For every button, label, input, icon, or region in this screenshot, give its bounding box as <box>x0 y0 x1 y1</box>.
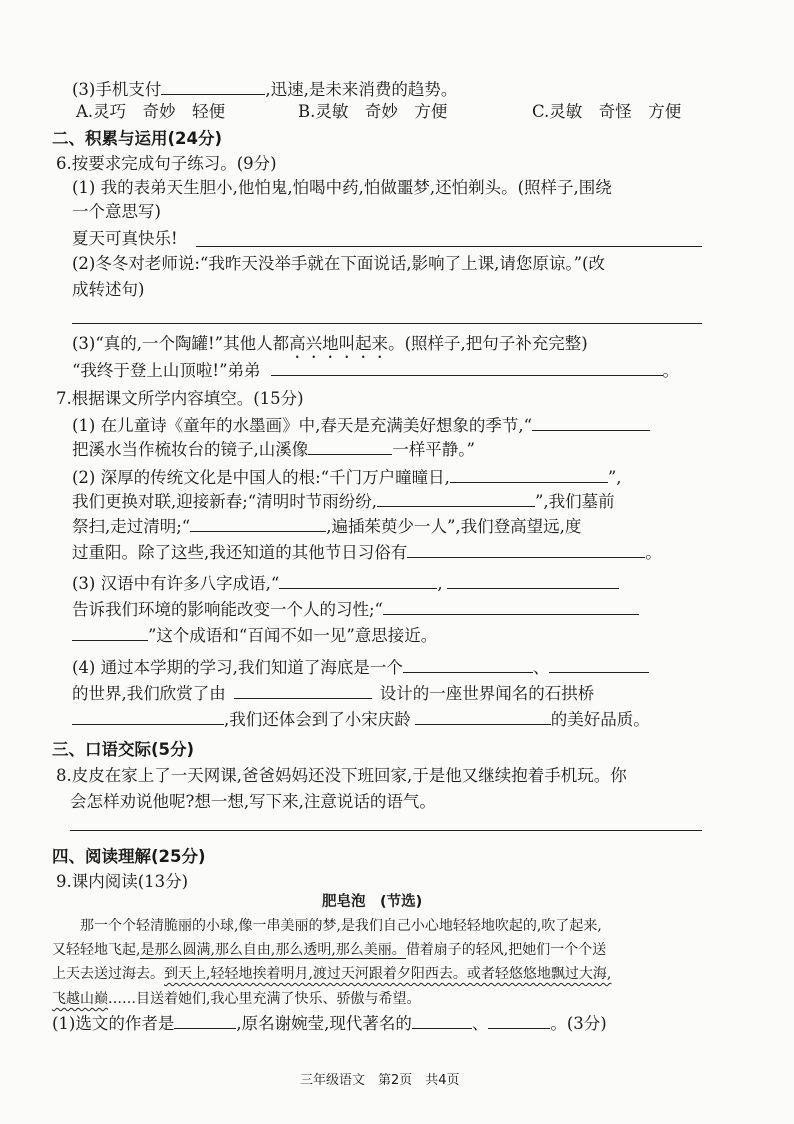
q7-2-line3 <box>72 515 581 538</box>
q7-3-text-1: (3) 汉语中有许多八字成语,“ <box>72 574 280 593</box>
q7-3-line1 <box>72 572 619 595</box>
q7-4-text-6: 的美好品质。 <box>550 710 650 729</box>
passage-wavy-2: 飞越山巅 <box>52 991 108 1007</box>
q7-3-line3 <box>72 624 437 647</box>
q7-3-line2 <box>72 598 639 621</box>
q7-4-text-2: 、 <box>532 658 550 677</box>
q7-2-text-6: ,遍插茱萸少一人”,我们登高望远,度 <box>326 517 582 536</box>
q7-3-text-3: 告诉我们环境的影响能改变一个人的习性;“ <box>72 600 383 619</box>
q6-3-dotted-text: 高兴地叫起来 <box>289 334 389 353</box>
passage-title: 肥皂泡 (节选) <box>322 894 423 910</box>
q7-3-blank-1[interactable] <box>279 572 437 589</box>
passage-underlined: 是那么圆满,那么自由,那么透明,那么美丽。 <box>140 942 406 958</box>
q6-3-text-b: 。(照样子,把句子补充完整) <box>388 334 588 353</box>
q7-2-text-4: ”,我们墓前 <box>534 492 615 511</box>
section-2-title: 二、积累与运用(24分) <box>52 129 223 148</box>
q7-4-line3 <box>72 708 650 731</box>
q7-1-text-3: 一样平静。” <box>392 440 475 459</box>
q7-4-blank-1[interactable] <box>403 656 533 673</box>
q7-3-blank-2[interactable] <box>447 572 619 589</box>
q7-3-text-2: , <box>437 574 443 593</box>
q7-4-line1 <box>72 656 649 679</box>
q5-3-suffix: ,迅速,是未来消费的趋势。 <box>265 80 458 99</box>
q6-3-example-line <box>72 359 679 382</box>
q7-2-blank-4[interactable] <box>407 541 645 558</box>
q7-1-text: (1) 在儿童诗《童年的水墨画》中,春天是充满美好想象的季节,“ <box>72 416 533 435</box>
q7-3-blank-3[interactable] <box>383 598 639 615</box>
q7-2-blank-2[interactable] <box>377 490 535 507</box>
q7-2-text-2: ”, <box>607 468 622 487</box>
q7-3-text-4: ”这个成语和“百闻不如一见”意思接近。 <box>148 626 438 645</box>
q7-1-line1 <box>72 414 650 437</box>
q7-4-blank-5[interactable] <box>415 708 551 725</box>
q9-1-text-2: ,原名谢婉莹,现代著名的 <box>236 1014 412 1033</box>
q6-3-blank[interactable] <box>271 359 663 376</box>
passage-text-1: 又轻轻地飞起, <box>52 942 141 958</box>
q9-title: 9.课内阅读(13分) <box>56 872 189 891</box>
q7-2-line1 <box>72 466 622 489</box>
q9-1-text-3: 、 <box>471 1014 489 1033</box>
q5-3-prefix: (3)手机支付 <box>72 80 162 99</box>
q7-2-line2 <box>72 490 615 513</box>
q7-title: 7.根据课文所学内容填空。(15分) <box>56 389 304 408</box>
section-4-title: 四、阅读理解(25分) <box>52 847 206 866</box>
q7-2-blank-1[interactable] <box>450 466 608 483</box>
q7-4-text-3: 的世界,我们欣赏了由 <box>72 684 226 703</box>
q8-line1: 8.皮皮在家上了一天网课,爸爸妈妈还没下班回家,于是他又继续抱着手机玩。你 <box>56 766 627 785</box>
q6-1-line2: 一个意思写) <box>72 202 161 221</box>
q7-3-blank-4[interactable] <box>72 624 148 641</box>
q6-2-line2: 成转述句) <box>72 280 145 299</box>
passage-text-4: ……目送着她们,我心里充满了快乐、骄傲与希望。 <box>108 991 421 1007</box>
q6-1-answer-line[interactable] <box>196 246 702 247</box>
q7-1-line2 <box>72 438 475 461</box>
q5-option-c: C.灵敏 奇怪 方便 <box>532 102 682 121</box>
q7-4-text-1: (4) 通过本学期的学习,我们知道了海底是一个 <box>72 658 403 677</box>
passage-line2 <box>52 938 606 962</box>
q9-1-blank-1[interactable] <box>174 1012 236 1029</box>
q7-4-line2 <box>72 682 594 705</box>
passage-line1: 那一个个轻清脆丽的小球,像一串美丽的梦,是我们自己小心地轻轻地吹起的,吹了起来, <box>80 918 602 934</box>
section-3-title: 三、口语交际(5分) <box>52 740 195 759</box>
q7-2-text-5: 祭扫,走过清明;“ <box>72 517 191 536</box>
q6-2-line1: (2)冬冬对老师说:“我昨天没举手就在下面说话,影响了上课,请您原谅。”(改 <box>72 254 605 273</box>
q9-1-blank-2[interactable] <box>412 1012 472 1029</box>
page-footer: 三年级语文 第2页 共4页 <box>300 1073 460 1088</box>
q7-4-blank-3[interactable] <box>234 682 372 699</box>
q7-2-blank-3[interactable] <box>190 515 326 532</box>
passage-wavy-1: 到天上,轻轻地挨着明月,渡过天河跟着夕阳西去。或者轻悠悠地飘过大海, <box>164 966 612 982</box>
q5-option-a: A.灵巧 奇妙 轻便 <box>76 102 226 121</box>
q6-3-line <box>72 333 588 362</box>
passage-line3 <box>52 962 611 986</box>
passage-line4 <box>52 987 420 1011</box>
q7-4-blank-4[interactable] <box>72 708 224 725</box>
q8-line2: 会怎样劝说他呢?想一想,写下来,注意说话的语气。 <box>70 792 436 811</box>
q7-2-line4 <box>72 541 662 564</box>
q6-title: 6.按要求完成句子练习。(9分) <box>56 154 277 173</box>
passage-text-2: 借着扇子的轻风,把她们一个个送 <box>405 942 607 958</box>
q8-answer-line[interactable] <box>70 830 702 831</box>
q7-1-blank-2[interactable] <box>308 438 392 455</box>
q6-3-example-end: 。 <box>662 361 680 380</box>
q7-2-text-3: 我们更换对联,迎接新春;“清明时节雨纷纷, <box>72 492 377 511</box>
q9-1-line <box>52 1012 607 1035</box>
q5-option-b: B.灵敏 奇妙 方便 <box>298 102 448 121</box>
q9-1-text-4: 。(3分) <box>550 1014 607 1033</box>
q5-3-blank[interactable] <box>161 78 265 95</box>
q6-2-answer-line[interactable] <box>72 323 702 324</box>
q6-3-text-a: (3)“真的,一个陶罐!”其他人都 <box>72 334 290 353</box>
q7-1-blank-1[interactable] <box>532 414 650 431</box>
q7-4-blank-2[interactable] <box>549 656 649 673</box>
q7-2-text-7: 过重阳。除了这些,我还知道的其他节日习俗有 <box>72 543 408 562</box>
q7-1-text-2: 把溪水当作梳妆台的镜子,山溪像 <box>72 440 309 459</box>
q9-1-blank-3[interactable] <box>488 1012 550 1029</box>
q7-4-text-4: 设计的一座世界闻名的石拱桥 <box>379 684 595 703</box>
q6-1-start: 夏天可真快乐! <box>72 229 178 248</box>
passage-text-3: 上天去送过海去。 <box>52 966 164 982</box>
q6-1-line1: (1) 我的表弟天生胆小,他怕鬼,怕喝中药,怕做噩梦,还怕剃头。(照样子,围绕 <box>72 178 612 197</box>
q9-1-text-1: (1)选文的作者是 <box>52 1014 175 1033</box>
q7-2-text-8: 。 <box>645 543 662 562</box>
q7-4-text-5: ,我们还体会到了小宋庆龄 <box>224 710 411 729</box>
q6-3-example-start: “我终于登上山顶啦!”弟弟 <box>72 361 261 380</box>
q5-3-line <box>72 78 457 101</box>
q7-2-text-1: (2) 深厚的传统文化是中国人的根:“千门万户曈曈日, <box>72 468 450 487</box>
